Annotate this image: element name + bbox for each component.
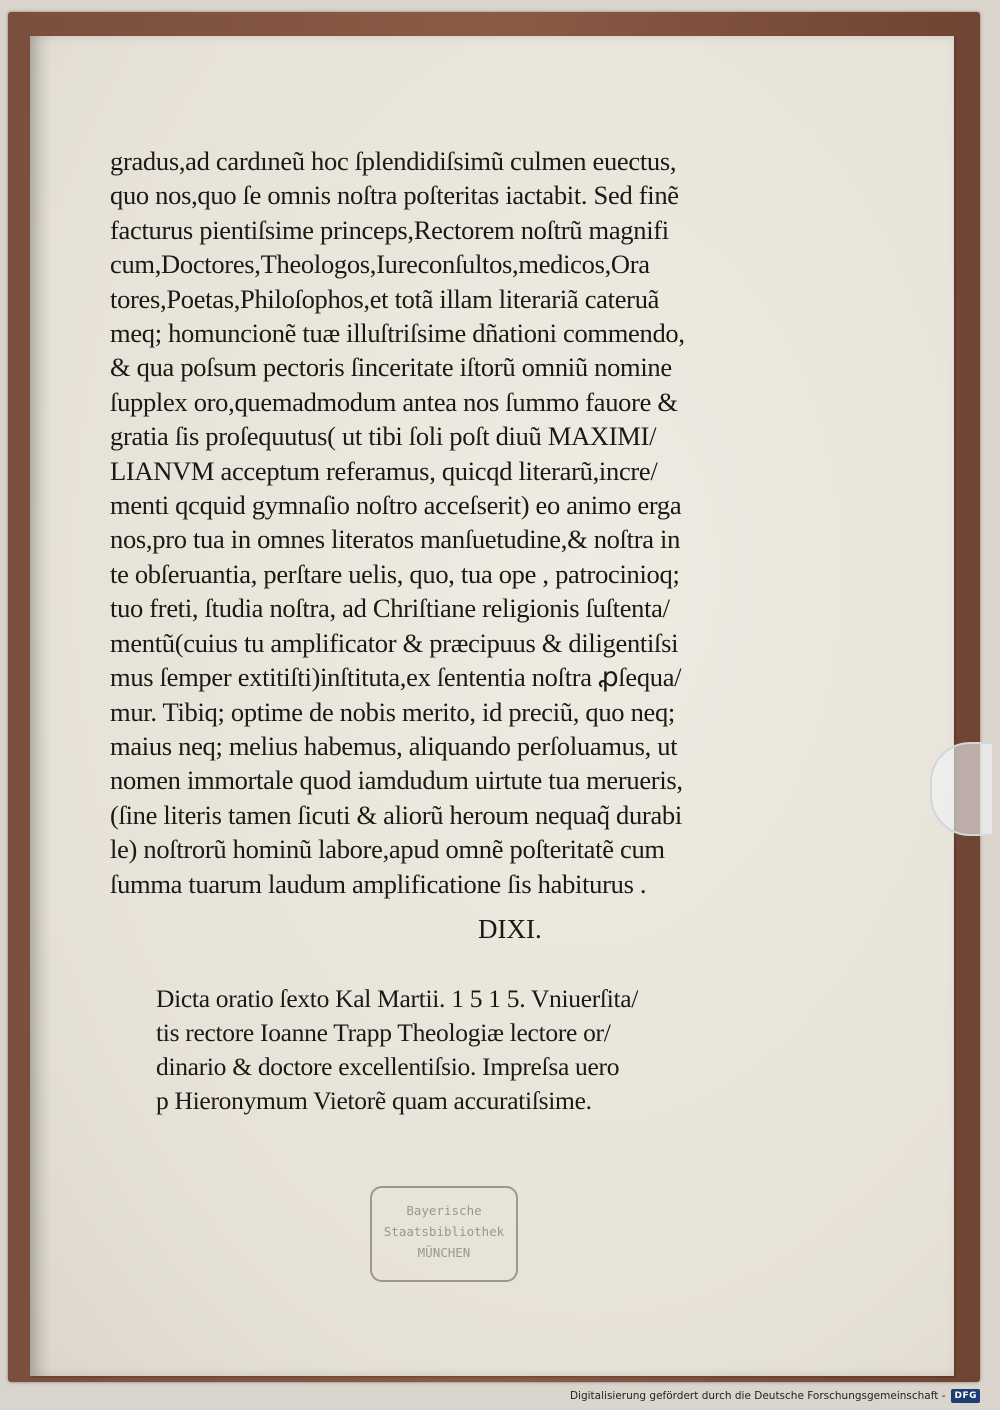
text-line: maius neq; melius habemus, aliquando perſoluamus, ut [110,730,678,761]
main-text [110,144,750,901]
text-line: cum,Doctores,Theologos,Iureconſultos,medicos,Ora [110,249,650,280]
text-line: mur. Tibiq; optime de nobis merito, id preciũ, quo neq; [110,696,675,727]
closing-word: DIXI. [478,914,542,944]
colophon-line: tis rectore Ioanne Trapp Theologiæ lectore or/ [156,1018,611,1047]
text-line: gratia ſis proſequutus( ut tibi ſoli poſt diuũ MAXIMI/ [110,421,657,452]
colophon-line: dinario & doctore excellentiſsio. Impreſsa uero [156,1052,620,1081]
binding-board [8,12,980,1382]
digitization-footer [570,1386,980,1406]
text-line: mentũ(cuius tu amplificator & præcipuus & diligentiſsi [110,627,679,658]
colophon-line: p Hieronymum Vietorẽ quam accuratiſsime. [156,1086,592,1115]
text-line: meq; homuncionẽ tuæ illuſtriſsime dñationi commendo, [110,318,685,349]
scan-clip-tab [930,742,992,836]
text-line: gradus,ad cardıneũ hoc ſplendidiſsimũ culmen euectus, [110,146,677,176]
text-line: ſumma tuarum laudum amplificatione ſis habiturus . [110,868,647,899]
colophon-line: Dicta oratio ſexto Kal Martii. 1 5 1 5. Vniuerſita/ [156,984,639,1013]
stamp-line: Staatsbibliothek [383,1224,505,1239]
footer-text: Digitalisierung gefördert durch die Deutsche Forschungsgemeinschaft - [569,1390,946,1402]
text-line: te obſeruantia, perſtare uelis, quo, tua ope , patrocinioq; [110,558,680,589]
book-page [30,36,954,1376]
text-line: tuo freti, ſtudia noſtra, ad Chriſtiane religionis ſuſtenta/ [110,593,670,624]
text-line: tores,Poetas,Philoſophos,et totã illam literariã cateruã [110,283,660,314]
colophon [156,982,756,1118]
text-line: LIANVM acceptum referamus, quicqd literarũ,incre/ [110,455,658,486]
text-line: mus ſemper extitiſti)inſtituta,ex ſententia noſtra ꝓſequa/ [110,662,682,693]
text-line: nomen immortale quod iamdudum uirtute tua merueris, [110,765,683,796]
text-line: menti qcquid gymnaſio noſtro acceſserit) eo animo erga [110,490,682,521]
text-line: & qua poſsum pectoris ſinceritate iſtorũ omniũ nomine [110,352,672,383]
text-line: (ſine literis tamen ſicuti & aliorũ heroum nequaq̃ durabi [110,799,682,830]
text-line: facturus pientiſsime princeps,Rectorem noſtrũ magnifi [110,214,669,245]
dfg-logo-icon: DFG [951,1389,980,1403]
stamp-line: MÜNCHEN [417,1245,471,1260]
text-line: ſupplex oro,quemadmodum antea nos ſummo fauore & [110,386,678,417]
text-line: nos,pro tua in omnes literatos manſuetudine,& noſtra in [110,524,681,555]
text-line: quo nos,quo ſe omnis noſtra poſteritas iactabit. Sed finẽ [110,180,679,211]
library-stamp [370,1186,518,1282]
page-gutter-shadow [30,36,52,1376]
stamp-line: Bayerische [406,1203,482,1218]
text-line: le) noſtrorũ hominũ labore,apud omnẽ poſteritatẽ cum [110,834,665,865]
